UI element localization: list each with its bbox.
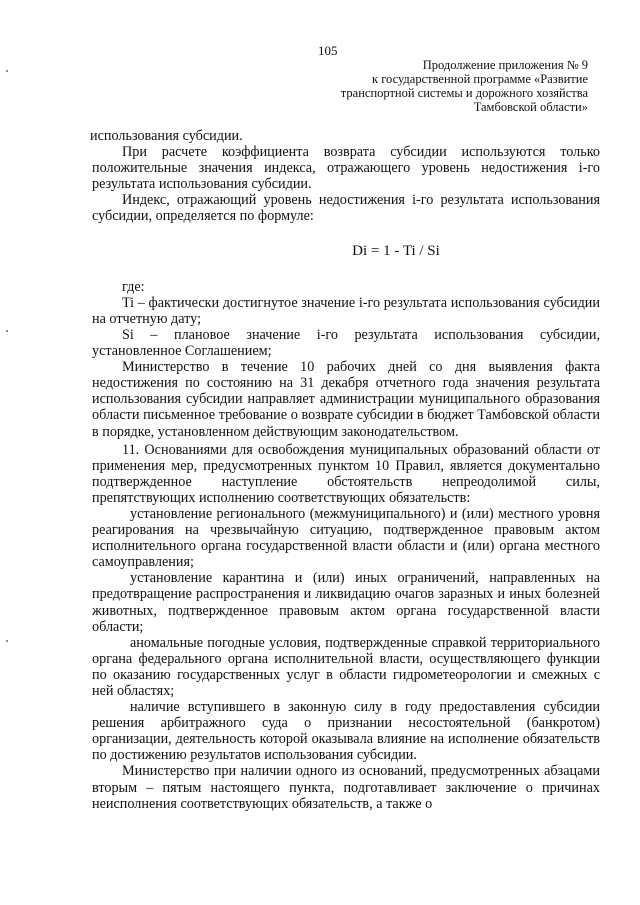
paragraph: Министерство в течение 10 рабочих дней со дня выявления факта недостижения по состоянию на 31 декабря отчетного года значения результата использования субсидии направляет администрации муниципального образования области письменное требование о возврате субсидии в бюджет Тамбовской области в порядке, установленном действующим законодательством. — [92, 359, 600, 440]
scan-mark — [6, 640, 8, 642]
paragraph: Министерство при наличии одного из оснований, предусмотренных абзацами вторым – пятым настоящего пункта, подготавливает заключение о причинах неисполнения соответствующих обязательств, а также о — [92, 763, 600, 812]
header-line: к государственной программе «Развитие — [372, 72, 588, 86]
formula: Di = 1 - Ti / Si — [352, 242, 440, 259]
header-line: транспортной системы и дорожного хозяйства — [340, 86, 588, 100]
list-item: установление карантина и (или) иных ограничений, направленных на предотвращение распространения и ликвидацию очагов заразных и иных болезней животных, подтвержденное правовым актом органа государственной власти области; — [92, 570, 600, 635]
definition-ti: Ti – фактически достигнутое значение i-го результата использования субсидии на отчетную дату; — [92, 294, 600, 327]
paragraph: использования субсидии. — [90, 128, 243, 144]
paragraph: где: — [122, 278, 145, 295]
document-body — [92, 128, 600, 812]
list-item: установление регионального (межмуниципального) и (или) местного уровня реагирования на чрезвычайную ситуацию, подтвержденное правовым актом исполнительного органа государственной власти области и (или) органа местного самоуправления; — [92, 505, 600, 571]
header-line: Тамбовской области» — [473, 100, 588, 114]
paragraph-item-11: 11. Основаниями для освобождения муниципальных образований области от применения мер, предусмотренных пунктом 10 Правил, является документально подтвержденное наступление обстоятельств непреодолимой силы, препятствующих исполнению соответствующих обязательств: — [92, 441, 600, 506]
appendix-header — [318, 58, 588, 114]
page-number: 105 — [318, 43, 338, 58]
paragraph: При расчете коэффициента возврата субсидии используются только положительные значения индекса, отражающего уровень недостижения i-го результата использования субсидии. — [92, 144, 600, 193]
scan-mark — [6, 70, 8, 72]
scan-mark — [6, 330, 8, 332]
header-line: Продолжение приложения № 9 — [422, 58, 588, 72]
paragraph: Индекс, отражающий уровень недостижения i-го результата использования субсидии, определяется по формуле: — [92, 192, 600, 225]
list-item: аномальные погодные условия, подтвержденные справкой территориального органа федерального органа исполнительной власти, осуществляющего функции по оказанию государственных услуг в области гидрометеорологии и смежных с ней областях; — [92, 634, 600, 699]
list-item: наличие вступившего в законную силу в году предоставления субсидии решения арбитражного суда о признании несостоятельной (банкротом) организации, деятельность которой оказывала влияние на исполнение обязательств по достижению результатов использования субсидии. — [92, 699, 600, 764]
definition-si: Si – плановое значение i-го результата использования субсидии, установленное Соглашением; — [92, 326, 600, 360]
